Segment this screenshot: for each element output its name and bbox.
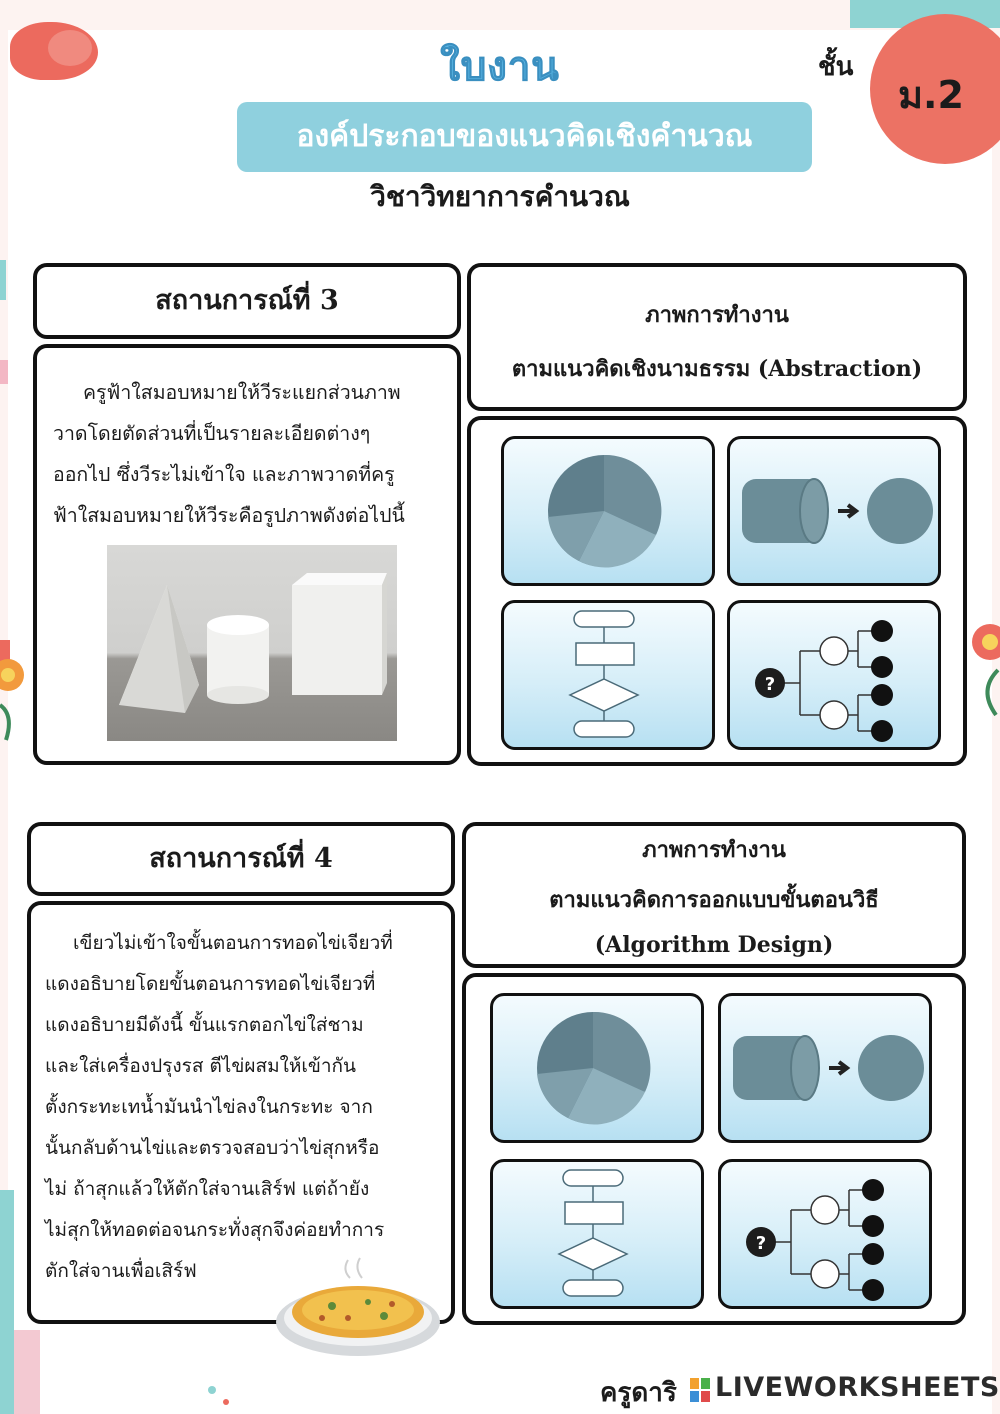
geometric-shapes-photo (107, 545, 397, 741)
text-line: ฟ้าใสมอบหมายให้วีระคือรูปภาพดังต่อไปนี้ (53, 504, 405, 527)
option-cylinder-to-circle[interactable] (727, 436, 941, 586)
tree-question-mark: ? (764, 674, 776, 695)
situation-3-text (53, 372, 453, 536)
work-label-line: ตามแนวคิดการออกแบบขั้นตอนวิธี (549, 887, 879, 913)
flower-icon (0, 645, 26, 745)
text-line: ตั้งกระทะเทน้ำมันนำไข่ลงในกระทะ จาก (45, 1096, 373, 1118)
situation-4-text (45, 923, 449, 1292)
topic-banner: องค์ประกอบของแนวคิดเชิงคำนวณ (237, 102, 812, 172)
tree-question-mark: ? (755, 1233, 767, 1254)
text-line: ตักใส่จานเพื่อเสิร์ฟ (45, 1260, 197, 1282)
text-line: เขียวไม่เข้าใจขั้นตอนการทอดไข่เจียวที่ (73, 932, 393, 954)
option-flowchart[interactable] (490, 1159, 704, 1309)
pie-chart-icon (493, 996, 701, 1140)
text-line: ออกไป ซึ่งวีระไม่เข้าใจ และภาพวาดที่ครู (53, 463, 395, 486)
text-line: ครูฟ้าใสมอบหมายให้วีระแยกส่วนภาพ (83, 381, 401, 404)
flowchart-icon (493, 1162, 701, 1306)
option-pie-chart[interactable] (490, 993, 704, 1143)
cylinder-to-circle-icon (730, 439, 938, 583)
text-line: แดงอธิบายโดยขั้นตอนการทอดไข่เจียวที่ (45, 973, 376, 995)
situation-4-heading-box (27, 822, 455, 896)
decor-bottom (200, 1370, 240, 1414)
cylinder-to-circle-icon (721, 996, 929, 1140)
text-line: ไม่สุกให้ทอดต่อจนกระทั่งสุกจึงค่อยทำการ (45, 1219, 385, 1241)
situation-4-options-box (462, 973, 966, 1325)
option-decision-tree[interactable] (727, 600, 941, 750)
work-label-line: ตามแนวคิดเชิงนามธรรม (Abstraction) (511, 356, 923, 382)
decision-tree-icon (730, 603, 938, 747)
flowchart-icon (504, 603, 712, 747)
brand-watermark[interactable]: LIVEWORKSHEETS (715, 1372, 1000, 1403)
flower-icon (968, 610, 1000, 720)
pie-chart-icon (504, 439, 712, 583)
work-label-line: ภาพการทำงาน (642, 837, 786, 863)
option-cylinder-to-circle[interactable] (718, 993, 932, 1143)
situation-3-heading-box (33, 263, 461, 339)
situation-3-text-box (33, 344, 461, 765)
text-line: นั้นกลับด้านไข่และตรวจสอบว่าไข่สุกหรือ (45, 1137, 380, 1159)
work-label-line: (Algorithm Design) (594, 932, 834, 958)
teacher-name: ครูดาริ (600, 1378, 677, 1408)
grade-label: ชั้น (818, 52, 854, 82)
text-line: วาดโดยตัดส่วนที่เป็นรายละเอียดต่างๆ (53, 422, 371, 445)
subject-title: วิชาวิทยาการคำนวณ (370, 180, 630, 213)
work-label-line: ภาพการทำงาน (645, 302, 789, 328)
liveworksheets-logo-icon (690, 1378, 710, 1402)
situation-4-work-label-box (462, 822, 966, 968)
text-line: และใส่เครื่องปรุงรส ตีไข่ผสมให้เข้ากัน (45, 1055, 357, 1077)
option-flowchart[interactable] (501, 600, 715, 750)
situation-3-work-label-box (467, 263, 967, 411)
option-decision-tree[interactable] (718, 1159, 932, 1309)
grade-value: ม.2 (898, 73, 964, 117)
page-title: ใบงาน (440, 44, 560, 90)
text-line: แดงอธิบายมีดังนี้ ขั้นแรกตอกไข่ใส่ชาม (45, 1014, 364, 1036)
option-pie-chart[interactable] (501, 436, 715, 586)
situation-4-heading: สถานการณ์ที่ 4 (149, 843, 333, 874)
decision-tree-icon (721, 1162, 929, 1306)
situation-3-options-box (467, 416, 967, 766)
situation-3-heading: สถานการณ์ที่ 3 (155, 285, 339, 316)
decor-side-left (0, 240, 14, 840)
text-line: ไม่ ถ้าสุกแล้วให้ตักใส่จานเสิร์ฟ แต่ถ้ายัง (45, 1178, 370, 1200)
omelette-plate (272, 1256, 444, 1366)
